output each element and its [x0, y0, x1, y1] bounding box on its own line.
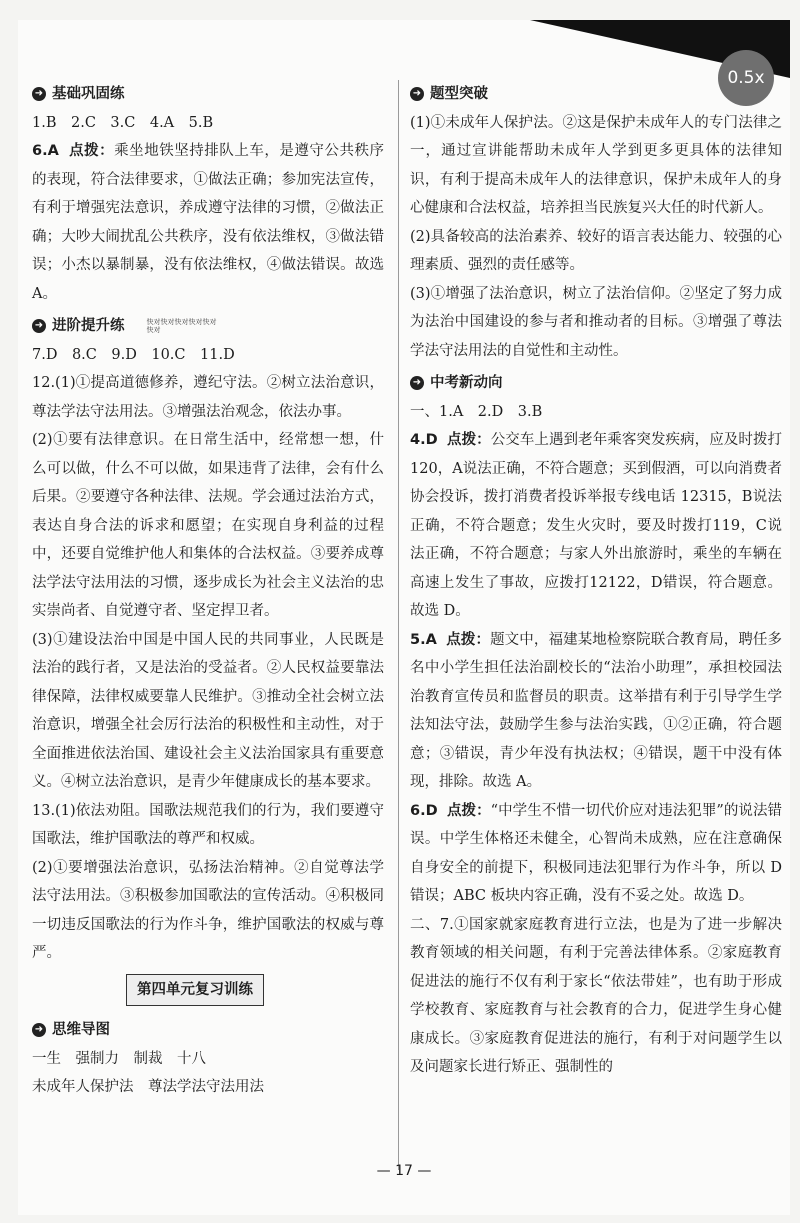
- section-title: 中考新动向: [430, 375, 503, 391]
- mind-map-line-2: 未成年人保护法 尊法学法守法用法: [32, 1079, 264, 1095]
- answer-q7: 二、7.①国家就家庭教育进行立法，也是为了进一步解决教育领域的相关问题，有利于完善法律体系。②家庭教育促进法的施行不仅有利于家长“依法带娃”，也有助于形成学校教育、家庭教育与社会教育的合力，促进学生身心健康成长。③家庭教育促进法的施行，有利于对问题学生以及问题家长进行矫正、强制性的: [410, 916, 782, 1075]
- hint-label: 点拨：: [447, 432, 491, 448]
- hint-text: 题文中，福建某地检察院联合教育局，聘任多名中小学生担任法治副校长的“法治小助理”，承担校园法治教育宣传员和监督员的职责。这举措有利于引导学生学法知法守法，鼓励学生参与法治实践，①②正确，符合题意；③错误，青少年没有执法权；④错误，题干中没有体现，排除。故选 A。: [410, 631, 783, 790]
- arrow-circle-icon: ➜: [32, 87, 46, 101]
- column-divider: [398, 80, 399, 1170]
- hint-label: 点拨：: [446, 631, 491, 648]
- hint-text: 公交车上遇到老年乘客突发疾病，应及时拨打120，A说法正确，不符合题意；买到假酒，可以向消费者协会投诉，拨打消费者投诉举报专线电话 12315，B说法正确，不符合题意；发生火灾时，要及时拨打119，C说法正确，不符合题意；与家人外出旅游时，乘坐的车辆在高速上发生了事故，应拨打12122，D错误，符合题意。故选 D。: [410, 432, 783, 619]
- answer-line-1-5: 1.B 2.C 3.C 4.A 5.B: [32, 114, 214, 131]
- small-note: 快对快对快对快对快对快对: [146, 318, 217, 335]
- answer-q13-2: (2)①要增强法治意识，弘扬法治精神。②自觉尊法学法守法用法。③积极参加国歌法的宣传活动。④积极同一切违反国歌法的行为作斗争，维护国歌法的权威与尊严。: [32, 859, 384, 961]
- arrow-circle-icon: ➜: [410, 376, 424, 390]
- answer-q5: [410, 626, 782, 797]
- section-title: 题型突破: [430, 86, 488, 102]
- answer-q12-3: (3)①建设法治中国是中国人民的共同事业，人民既是法治的践行者，又是法治的受益者。②人民权益要靠法律保障，法律权威要靠人民维护。③推动全社会树立法治意识，增强全社会厉行法治的积极性和主动性，对于全面推进依法治国、建设社会主义法治国家具有重要意义。④树立法治意识，是青少年健康成长的基本要求。: [32, 631, 384, 790]
- answer-page: [18, 20, 790, 1215]
- answer-line-7-11: 7.D 8.C 9.D 10.C 11.D: [32, 346, 235, 363]
- question-number: 6.D: [410, 802, 438, 819]
- right-column: [410, 76, 782, 1082]
- answer-q13-1: 13.(1)依法劝阻。国歌法规范我们的行为，我们要遵守国歌法，维护国歌法的尊严和权威。: [32, 802, 384, 847]
- question-number: 4.D: [410, 432, 438, 448]
- answer-line-1-3: 一、1.A 2.D 3.B: [410, 403, 543, 420]
- answer-q12-2: (2)①要有法律意识。在日常生活中，经常想一想，什么可以做，什么不可以做，如果违背了法律，会有什么后果。②要遵守各种法律、法规。学会通过法治方式，表达自身合法的诉求和愿望；在实现自身利益的过程中，还要自觉维护他人和集体的合法权益。③要养成尊法学法守法用法的习惯，逐步成长为社会主义法治的忠实崇尚者、自觉遵守者、坚定捍卫者。: [32, 432, 384, 619]
- answer-q12-1: 12.(1)①提高道德修养，遵纪守法。②树立法治意识，尊法学法守法用法。③增强法治观念，依法办事。: [32, 375, 384, 420]
- arrow-circle-icon: ➜: [32, 319, 46, 333]
- answer-part-3: (3)①增强了法治意识，树立了法治信仰。②坚定了努力成为法治中国建设的参与者和推动者的目标。③增强了尊法学法守法用法的自觉性和主动性。: [410, 285, 782, 359]
- question-number: 5.A: [410, 631, 437, 648]
- section-title: 进阶提升练: [52, 318, 125, 334]
- arrow-circle-icon: ➜: [32, 1023, 46, 1037]
- answer-q4: [410, 426, 782, 626]
- hint-label: 点拨：: [69, 143, 115, 159]
- left-column: [32, 76, 384, 1102]
- page-number: — 17 —: [376, 1163, 432, 1179]
- section-mind-map: [32, 1016, 384, 1045]
- arrow-circle-icon: ➜: [410, 87, 424, 101]
- zoom-level-badge[interactable]: 0.5x: [718, 50, 774, 106]
- question-number: 6.A: [32, 143, 59, 159]
- section-advanced-practice: [32, 312, 384, 341]
- answer-part-2: (2)具备较高的法治素养、较好的语言表达能力、较强的心理素质、强烈的责任感等。: [410, 228, 782, 273]
- hint-text: 乘坐地铁坚持排队上车，是遵守公共秩序的表现，符合法律要求，①做法正确；参加宪法宣传，有利于增强宪法意识，养成遵守法律的习惯，②做法正确；大吵大闹扰乱公共秩序，没有依法维权，③做法错误；小杰以暴制暴，没有依法维权，④做法错误。故选 A。: [32, 143, 385, 302]
- section-basic-practice: [32, 80, 384, 109]
- answer-part-1: (1)①未成年人保护法。②这是保护未成年人的专门法律之一，通过宣讲能帮助未成年人学到更多更具体的法律知识，有利于提高未成年人的法律意识，保护未成年人的身心健康和合法权益，培养担当民族复兴大任的时代新人。: [410, 114, 782, 216]
- section-title: 思维导图: [52, 1022, 110, 1038]
- hint-text: “中学生不惜一切代价应对违法犯罪”的说法错误。中学生体格还未健全，心智尚未成熟，应在注意确保自身安全的前提下，积极同违法犯罪行为作斗争，所以 D 错误；ABC 板块内容正确，没有不妥之处。故选 D。: [410, 802, 783, 904]
- hint-label: 点拨：: [446, 802, 491, 819]
- answer-q6: [32, 137, 384, 308]
- section-title: 基础巩固练: [52, 86, 125, 102]
- section-exam-trends: [410, 369, 782, 398]
- answer-q6: [410, 797, 782, 911]
- mind-map-line-1: 一生 强制力 制裁 十八: [32, 1050, 206, 1067]
- unit-review-title: 第四单元复习训练: [126, 974, 264, 1007]
